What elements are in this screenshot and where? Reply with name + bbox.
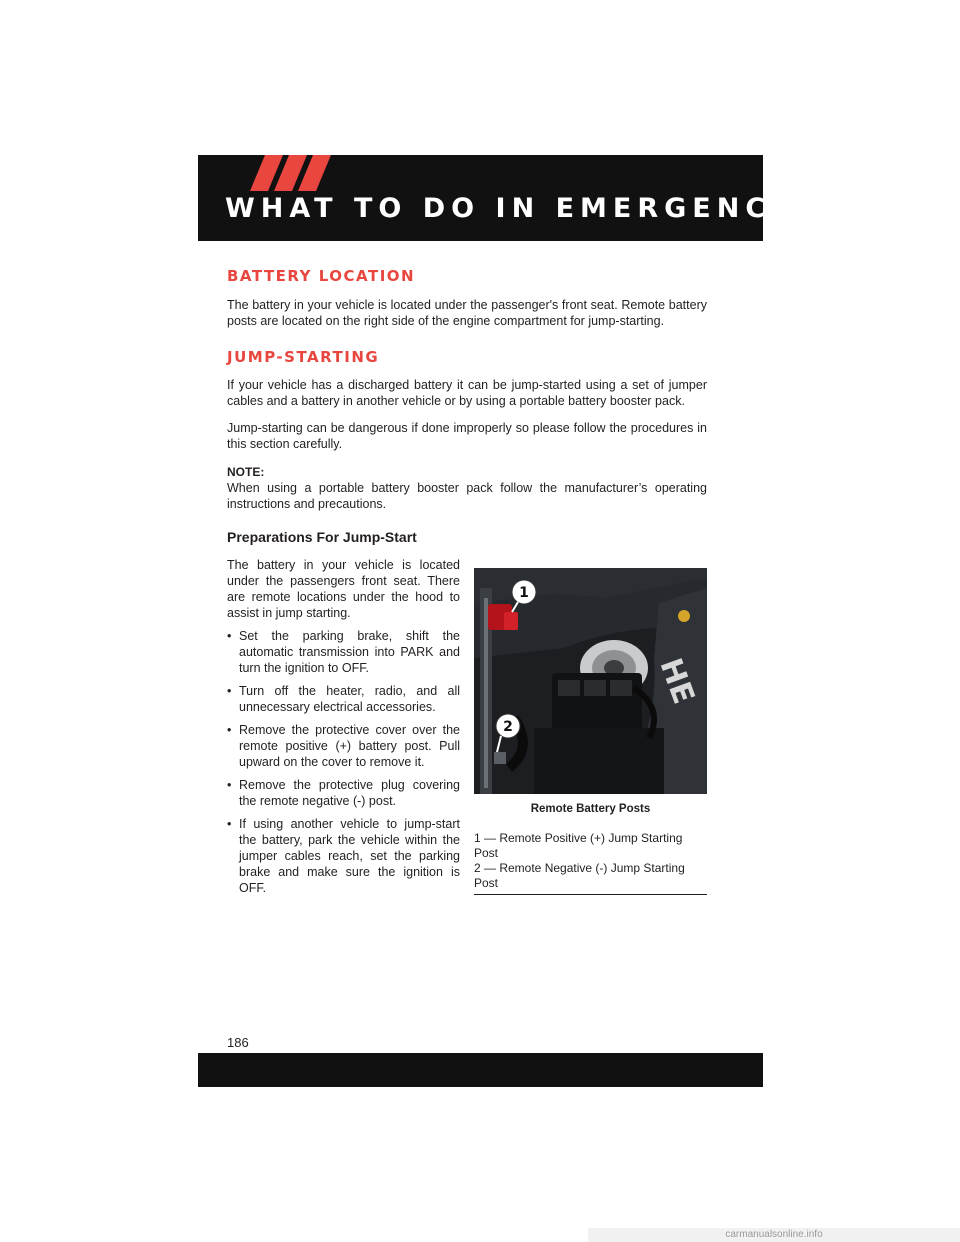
bullet-item [227,683,460,715]
preparations-heading: Preparations For Jump-Start [227,529,417,545]
two-column-layout [227,557,707,896]
bullet-item [227,816,460,896]
bullet-text: Remove the protective cover over the remote positive (+) battery post. Pull upward on the cover to remove it. [239,723,460,769]
racing-stripes-logo [250,155,340,191]
bullet-icon: • [227,723,232,737]
note-label: NOTE: [227,465,265,479]
bullet-text: If using another vehicle to jump-start the battery, park the vehicle within the jumper cables reach, set the parking brake and make sure the ignition is OFF. [239,817,460,895]
jump-starting-heading: JUMP-STARTING [227,348,380,366]
instructions-column [227,557,460,896]
callout-1: 1 [519,585,529,601]
bullet-icon: • [227,778,232,792]
figure-caption: Remote Battery Posts [530,803,651,815]
battery-location-heading: BATTERY LOCATION [227,267,416,285]
jump-starting-paragraph-1: If your vehicle has a discharged battery it can be jump-started using a set of jumper cables and a battery in another vehicle or by using a portable battery booster pack. [227,378,707,408]
bullet-icon: • [227,629,232,643]
header-band [198,155,838,241]
legend-item: 2 — Remote Negative (-) Jump Starting Post [474,861,685,890]
bullet-icon: • [227,684,232,698]
engine-illustration [474,568,707,794]
photo-lettering: HE [652,653,701,709]
figure-legend [474,831,707,895]
preparations-intro: The battery in your vehicle is located under the passengers front seat. There are remote locations under the hood to assist in jump starting. [227,558,460,620]
footer-band [198,1053,763,1087]
bullet-item [227,777,460,809]
bullet-item [227,722,460,770]
engine-compartment-photo [474,568,707,794]
callout-2: 2 [503,719,513,735]
battery-location-text: The battery in your vehicle is located under the passenger's front seat. Remote battery posts are located on the right side of the engine compartment for jump-starting. [227,298,707,328]
bullet-text: Remove the protective plug covering the remote negative (-) post. [239,778,460,808]
jump-starting-paragraph-2: Jump-starting can be dangerous if done improperly so please follow the procedures in this section carefully. [227,421,707,451]
bullet-icon: • [227,817,232,831]
legend-item: 1 — Remote Positive (+) Jump Starting Post [474,831,683,860]
section-title: WHAT TO DO IN EMERGENCIES [225,193,838,224]
page-content [227,268,707,896]
bullet-text: Set the parking brake, shift the automatic transmission into PARK and turn the ignition to OFF. [239,629,460,675]
page-number: 186 [227,1035,249,1050]
bullet-text: Turn off the heater, radio, and all unnecessary electrical accessories. [239,684,460,714]
watermark: carmanualsonline.info [588,1228,960,1242]
note-text: When using a portable battery booster pack follow the manufacturer’s operating instructions and precautions. [227,481,707,511]
figure-column [474,568,707,896]
bullet-item [227,628,460,676]
